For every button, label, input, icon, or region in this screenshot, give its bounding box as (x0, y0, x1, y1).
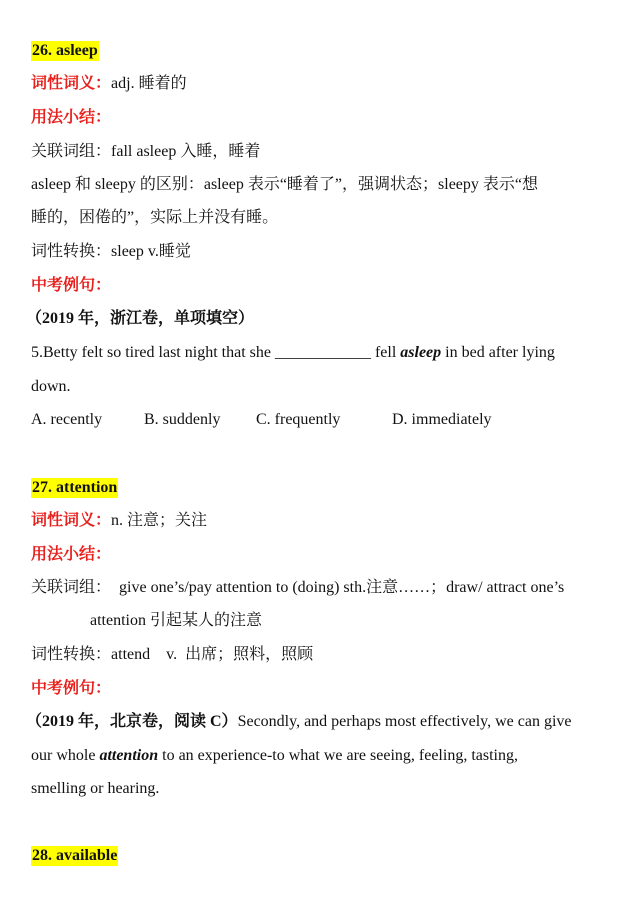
sentence-text-after: to an experience-to what we are seeing, feeling, tasting, (158, 747, 518, 764)
phrase-text-1: give one’s/pay attention to (doing) sth.注意……；draw/ attract one’s (111, 579, 565, 596)
question-keyword: asleep (400, 344, 442, 361)
example-row (31, 276, 111, 296)
usage-label: 用法小结： (31, 109, 112, 126)
options-row (0, 410, 640, 430)
conversion-text: sleep v.睡觉 (111, 243, 191, 260)
example-label: 中考例句： (31, 277, 112, 294)
question-line-2: down. (31, 378, 71, 395)
example-sentence-line-1 (26, 712, 572, 732)
example-sentence-line-3: smelling or hearing. (31, 780, 160, 797)
option-d: D. immediately (392, 411, 492, 428)
example-label: 中考例句： (31, 680, 112, 697)
phrase-label: 关联词组： (31, 143, 112, 160)
word-heading-asleep (31, 41, 99, 61)
difference-line-1: asleep 和 sleepy 的区别：asleep 表示“睡着了”，强调状态；sleepy 表示“想 (31, 176, 539, 193)
sentence-text-1: Secondly, and perhaps most effectively, we can give (237, 713, 572, 730)
meaning-text: n. 注意；关注 (111, 512, 208, 529)
conversion-row (31, 645, 313, 665)
meaning-row (31, 511, 207, 531)
example-sentence-line-2 (31, 746, 518, 766)
phrase-text-2: attention 引起某人的注意 (90, 612, 262, 629)
sentence-keyword: attention (99, 747, 159, 764)
heading-text: 26. asleep (32, 42, 98, 59)
meaning-label: 词性词义： (31, 75, 112, 92)
heading-text: 27. attention (32, 479, 118, 496)
word-heading-available (31, 846, 118, 866)
difference-line-2: 睡的，困倦的”，实际上并没有睡。 (31, 209, 279, 226)
word-heading-attention (31, 478, 118, 498)
example-source: （2019 年，北京卷，阅读 C） (26, 713, 238, 730)
example-row (31, 679, 111, 699)
phrase-label: 关联词组： (31, 579, 112, 596)
usage-label: 用法小结： (31, 546, 112, 563)
meaning-row (31, 74, 187, 94)
conversion-label: 词性转换： (31, 646, 112, 663)
meaning-text: adj. 睡着的 (111, 75, 187, 92)
usage-row (31, 545, 111, 565)
phrase-row (31, 142, 260, 162)
question-text-after: in bed after lying (441, 344, 555, 361)
option-a: A. recently (31, 411, 103, 428)
phrase-text: fall asleep 入睡，睡着 (111, 143, 261, 160)
question-text-before: 5.Betty felt so tired last night that she ____________ fell (31, 344, 401, 361)
conversion-label: 词性转换： (31, 243, 112, 260)
question-line-1 (31, 343, 555, 363)
option-c: C. frequently (256, 411, 341, 428)
sentence-text-before: our whole (31, 747, 100, 764)
heading-text: 28. available (32, 847, 118, 864)
usage-row (31, 108, 111, 128)
conversion-text: attend v. 出席；照料，照顾 (111, 646, 314, 663)
phrase-row (31, 578, 564, 598)
meaning-label: 词性词义： (31, 512, 112, 529)
option-b: B. suddenly (144, 411, 221, 428)
conversion-row (31, 242, 191, 262)
example-source: （2019 年，浙江卷，单项填空） (26, 310, 255, 327)
